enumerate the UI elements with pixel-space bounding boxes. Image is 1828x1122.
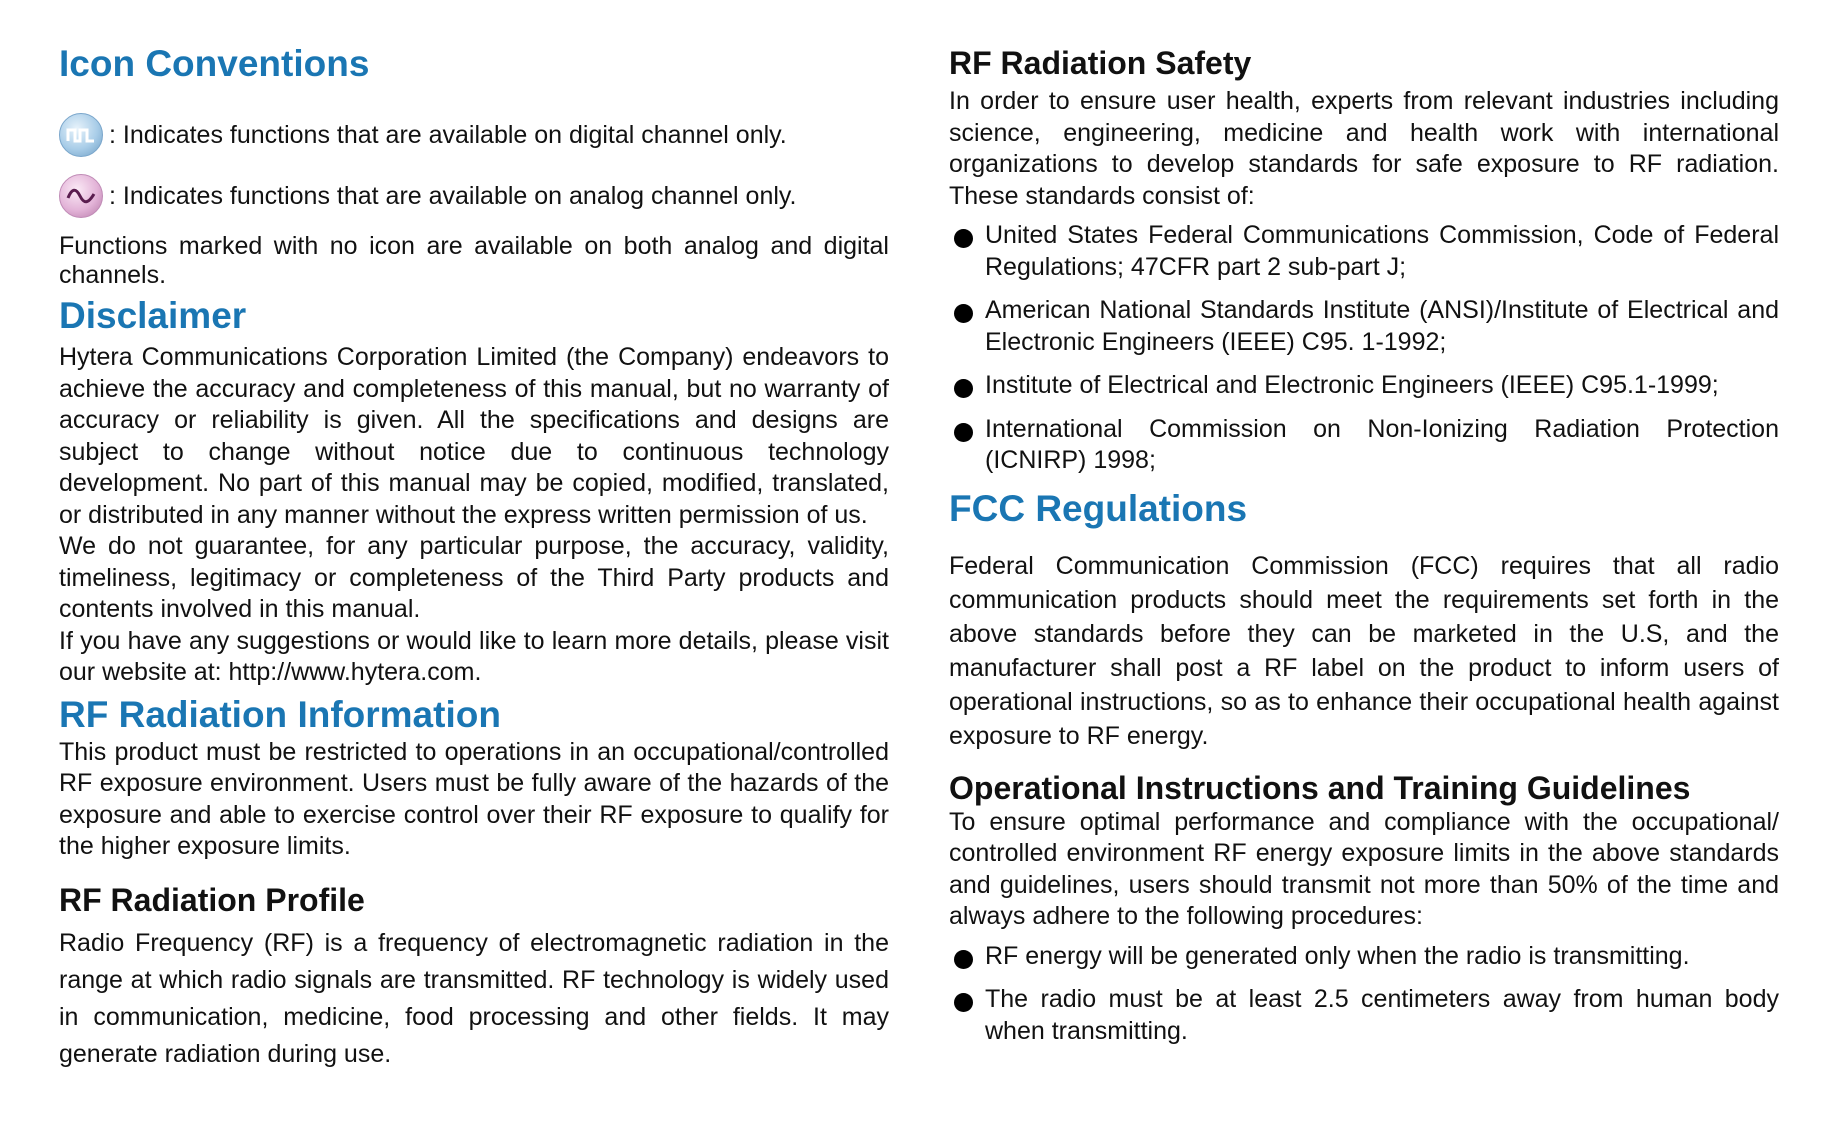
right-column [949, 0, 1779, 1047]
digital-channel-icon [59, 113, 103, 157]
analog-icon-row [59, 174, 889, 218]
disclaimer-heading: Disclaimer [59, 295, 247, 336]
rf-profile-heading: RF Radiation Profile [59, 881, 365, 918]
rf-safety-heading: RF Radiation Safety [949, 45, 1252, 81]
rf-safety-paragraph: In order to ensure user health, experts from relevant industries including science, engineering, medicine and health work with international organizations to develop standards for safe exposure to RF radiation. These standards consist of: [949, 87, 1779, 210]
digital-icon-description: : Indicates functions that are available on digital channel only. [109, 120, 787, 149]
fcc-regulations-heading: FCC Regulations [949, 487, 1248, 529]
list-item: RF energy will be generated only when the radio is transmitting. [949, 941, 1779, 973]
rf-safety-standards-list [949, 220, 1779, 477]
icon-conventions-heading: Icon Conventions [59, 43, 370, 84]
list-item: American National Standards Institute (ANSI)/Institute of Electrical and Electronic Engineers (IEEE) C95. 1-1992; [949, 295, 1779, 358]
rf-info-paragraph: This product must be restricted to operations in an occupational/controlled RF exposure environment. Users must be fully aware of the hazards of the exposure and able to exercise control over their RF exposure to qualify for the higher exposure limits. [59, 737, 889, 860]
rf-info-heading: RF Radiation Information [59, 693, 501, 735]
icon-conventions-note: Functions marked with no icon are available on both analog and digital channels. [59, 232, 889, 289]
digital-icon-row [59, 113, 889, 157]
analog-icon-description: : Indicates functions that are available on analog channel only. [109, 181, 797, 210]
disclaimer-paragraph-2: We do not guarantee, for any particular purpose, the accuracy, validity, timeliness, legitimacy or completeness of the Third Party products and contents involved in this manual. [59, 532, 889, 623]
operational-instructions-heading: Operational Instructions and Training Guidelines [949, 769, 1691, 806]
list-item: Institute of Electrical and Electronic Engineers (IEEE) C95.1-1999; [949, 370, 1779, 402]
operational-procedures-list [949, 941, 1779, 1048]
fcc-paragraph: Federal Communication Commission (FCC) requires that all radio communication products should meet the requirements set forth in the above standards before they can be marketed in the U.S, and the manufacturer shall post a RF label on the product to inform users of operational instructions, so as to enhance their occupational health against exposure to RF energy. [949, 551, 1779, 750]
operational-paragraph: To ensure optimal performance and compliance with the occupational/ controlled environment RF energy exposure limits in the above standards and guidelines, users should transmit not more than 50% of the time and always adhere to the following procedures: [949, 807, 1779, 930]
left-column [59, 0, 889, 1073]
list-item: The radio must be at least 2.5 centimeters away from human body when transmitting. [949, 984, 1779, 1047]
disclaimer-paragraph-1: Hytera Communications Corporation Limited (the Company) endeavors to achieve the accuracy and completeness of this manual, but no warranty of accuracy or reliability is given. All the specifications and designs are subject to change without notice due to continuous technology development. No part of this manual may be copied, modified, translated, or distributed in any manner without the express written permission of us. [59, 343, 889, 529]
disclaimer-paragraph-3: If you have any suggestions or would like to learn more details, please visit our website at: http://www.hytera.com. [59, 626, 889, 686]
list-item: United States Federal Communications Commission, Code of Federal Regulations; 47CFR part 2 sub-part J; [949, 220, 1779, 283]
analog-channel-icon [59, 174, 103, 218]
list-item: International Commission on Non-Ionizing Radiation Protection (ICNIRP) 1998; [949, 414, 1779, 477]
rf-profile-paragraph: Radio Frequency (RF) is a frequency of electromagnetic radiation in the range at which radio signals are transmitted. RF technology is widely used in communication, medicine, food processing and other fields. It may generate radiation during use. [59, 928, 889, 1068]
